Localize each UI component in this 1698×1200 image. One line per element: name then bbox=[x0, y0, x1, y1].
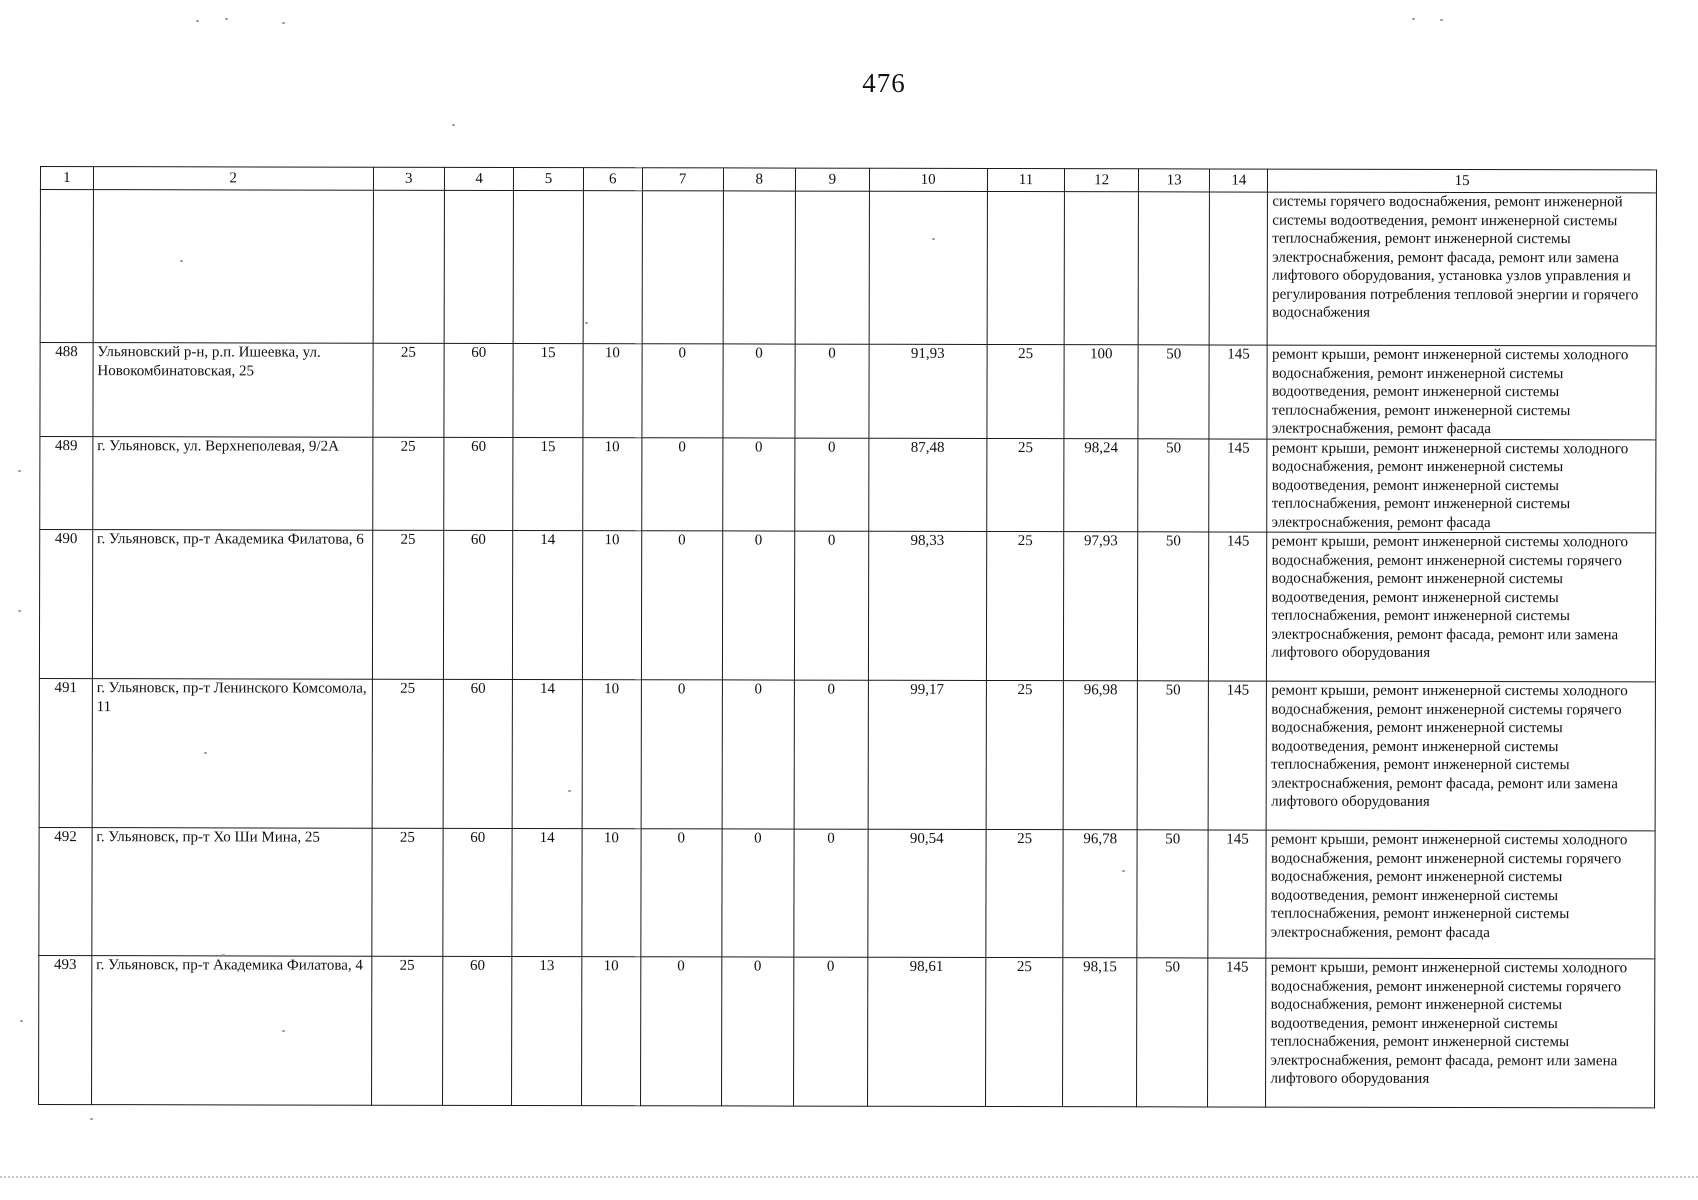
scan-speck bbox=[222, 954, 225, 956]
column-header: 8 bbox=[723, 168, 796, 191]
scan-speck bbox=[18, 610, 21, 612]
cell-col-5: 14 bbox=[513, 530, 583, 679]
cell-col-11: 25 bbox=[986, 531, 1064, 680]
cell-col-12: 97,93 bbox=[1064, 532, 1138, 681]
cell-col-8 bbox=[723, 191, 796, 344]
cell-col-10: 99,17 bbox=[868, 680, 986, 829]
row-number: 489 bbox=[40, 436, 93, 530]
cell-col-5: 14 bbox=[512, 679, 582, 828]
cell-col-3: 25 bbox=[372, 679, 444, 828]
cell-col-8: 0 bbox=[722, 437, 795, 531]
scan-speck bbox=[18, 470, 21, 472]
column-header: 9 bbox=[796, 168, 870, 191]
cell-col-12: 96,98 bbox=[1064, 681, 1138, 830]
cell-col-6: 10 bbox=[582, 680, 641, 829]
cell-col-3: 25 bbox=[372, 530, 444, 679]
scan-speck bbox=[90, 1118, 93, 1120]
cell-col-6: 10 bbox=[581, 957, 640, 1106]
column-header: 12 bbox=[1065, 169, 1139, 192]
building-address: Ульяновский р-н, р.п. Ишеевка, ул. Новокомбинатовская, 25 bbox=[93, 343, 373, 437]
table-row bbox=[39, 827, 1655, 958]
cell-col-12: 100 bbox=[1064, 345, 1138, 439]
cell-col-6: 10 bbox=[582, 531, 641, 680]
row-number: 493 bbox=[39, 955, 92, 1104]
cell-col-9: 0 bbox=[795, 344, 869, 438]
cell-col-13: 50 bbox=[1137, 830, 1209, 958]
cell-col-14: 145 bbox=[1209, 438, 1267, 532]
column-number-row bbox=[40, 167, 1656, 193]
cell-col-13: 50 bbox=[1137, 681, 1209, 830]
column-header: 4 bbox=[444, 167, 513, 190]
cell-col-5: 15 bbox=[513, 343, 583, 437]
cell-col-8: 0 bbox=[721, 957, 794, 1106]
cell-col-11: 25 bbox=[986, 829, 1064, 957]
column-header: 3 bbox=[373, 167, 445, 190]
cell-col-9: 0 bbox=[794, 680, 868, 829]
repair-works-list: ремонт крыши, ремонт инженерной системы холодного водоснабжения, ремонт инженерной системы водоотведения, ремонт инженерной системы теплоснабжения, ремонт инженерной системы электроснабжения, ремонт фасада bbox=[1267, 345, 1656, 439]
building-address bbox=[93, 190, 373, 344]
cell-col-13 bbox=[1138, 192, 1210, 345]
row-number: 488 bbox=[40, 343, 93, 437]
cell-col-11: 25 bbox=[987, 344, 1065, 438]
building-address: г. Ульяновск, пр-т Хо Ши Мина, 25 bbox=[92, 828, 372, 957]
cell-col-10: 91,93 bbox=[869, 344, 987, 438]
repair-works-list: ремонт крыши, ремонт инженерной системы холодного водоснабжения, ремонт инженерной системы водоотведения, ремонт инженерной системы теплоснабжения, ремонт инженерной системы электроснабжения, ремонт фасада bbox=[1267, 439, 1656, 533]
table-row bbox=[39, 530, 1655, 682]
cell-col-5: 14 bbox=[512, 828, 582, 956]
cell-col-11: 25 bbox=[986, 438, 1064, 532]
cell-col-14: 145 bbox=[1208, 958, 1266, 1107]
scan-speck bbox=[180, 260, 183, 262]
cell-col-14: 145 bbox=[1209, 345, 1267, 439]
cell-col-4: 60 bbox=[443, 956, 513, 1105]
cell-col-4: 60 bbox=[443, 530, 513, 679]
cell-col-12 bbox=[1065, 192, 1139, 345]
cell-col-14 bbox=[1210, 192, 1268, 345]
cell-col-8: 0 bbox=[722, 680, 795, 829]
row-number: 490 bbox=[39, 530, 92, 679]
cell-col-13: 50 bbox=[1138, 438, 1210, 532]
cell-col-3 bbox=[373, 190, 445, 343]
repair-works-list: ремонт крыши, ремонт инженерной системы холодного водоснабжения, ремонт инженерной системы горячего водоснабжения, ремонт инженерной системы водоотведения, ремонт инженерной системы теплоснабжения, ремонт инженерной системы электроснабжения, ремонт фасада, ремонт или замена лифтового оборудования bbox=[1267, 681, 1656, 831]
cell-col-7: 0 bbox=[641, 680, 722, 829]
cell-col-10: 90,54 bbox=[867, 829, 985, 957]
repair-works-list: ремонт крыши, ремонт инженерной системы холодного водоснабжения, ремонт инженерной системы горячего водоснабжения, ремонт инженерной системы водоотведения, ремонт инженерной системы теплоснабжения, ремонт инженерной системы электроснабжения, ремонт фасада, ремонт или замена лифтового оборудования bbox=[1266, 958, 1655, 1108]
scan-speck bbox=[568, 790, 571, 792]
cell-col-4 bbox=[444, 190, 514, 343]
cell-col-5: 13 bbox=[512, 956, 582, 1105]
cell-col-10: 98,33 bbox=[868, 531, 986, 680]
column-header: 2 bbox=[93, 167, 373, 191]
column-header: 6 bbox=[583, 168, 642, 191]
scan-speck bbox=[1412, 18, 1415, 20]
cell-col-14: 145 bbox=[1209, 532, 1267, 681]
scan-speck bbox=[932, 238, 935, 240]
column-header: 14 bbox=[1210, 169, 1268, 192]
column-header: 5 bbox=[514, 167, 583, 190]
table-row-continuation bbox=[40, 190, 1656, 346]
cell-col-14: 145 bbox=[1209, 681, 1267, 830]
column-header: 1 bbox=[40, 167, 93, 190]
column-header: 13 bbox=[1138, 169, 1210, 192]
scan-speck bbox=[196, 20, 199, 22]
table-row bbox=[39, 955, 1655, 1107]
cell-col-13: 50 bbox=[1138, 345, 1210, 439]
cell-col-3: 25 bbox=[371, 956, 443, 1105]
column-header: 10 bbox=[869, 168, 987, 191]
cell-col-9: 0 bbox=[794, 957, 868, 1106]
building-address: г. Ульяновск, ул. Верхнеполевая, 9/2А bbox=[93, 436, 373, 530]
cell-col-6: 10 bbox=[583, 437, 642, 531]
cell-col-3: 25 bbox=[372, 437, 444, 531]
cell-col-8: 0 bbox=[722, 531, 795, 680]
cell-col-11 bbox=[987, 191, 1065, 344]
cell-col-7 bbox=[642, 191, 723, 344]
cell-col-9: 0 bbox=[795, 438, 869, 532]
cell-col-4: 60 bbox=[444, 437, 514, 531]
cell-col-5: 15 bbox=[513, 437, 583, 531]
cell-col-5 bbox=[514, 190, 584, 343]
row-number: 492 bbox=[39, 827, 92, 955]
row-number: 491 bbox=[39, 678, 92, 827]
table-row bbox=[40, 436, 1656, 533]
cell-col-6: 10 bbox=[582, 829, 641, 957]
table-row bbox=[40, 343, 1656, 440]
cell-col-10 bbox=[869, 191, 987, 344]
building-address: г. Ульяновск, пр-т Ленинского Комсомола, 11 bbox=[92, 679, 372, 829]
cell-col-7: 0 bbox=[641, 531, 722, 680]
cell-col-7: 0 bbox=[640, 957, 721, 1106]
column-header: 7 bbox=[642, 168, 723, 191]
cell-col-13: 50 bbox=[1136, 958, 1208, 1107]
scan-speck bbox=[585, 322, 588, 324]
cell-col-12: 98,24 bbox=[1064, 438, 1138, 532]
repair-works-list: ремонт крыши, ремонт инженерной системы холодного водоснабжения, ремонт инженерной системы горячего водоснабжения, ремонт инженерной системы водоотведения, ремонт инженерной системы теплоснабжения, ремонт инженерной системы электроснабжения, ремонт фасада, ремонт или замена лифтового оборудования bbox=[1267, 532, 1656, 682]
cell-col-14: 145 bbox=[1208, 830, 1266, 958]
document-sheet bbox=[38, 166, 1657, 1108]
cell-col-10: 98,61 bbox=[867, 957, 985, 1106]
cell-col-9: 0 bbox=[794, 829, 868, 957]
row-number bbox=[40, 190, 93, 343]
cell-col-9 bbox=[795, 191, 869, 344]
cell-col-6 bbox=[583, 191, 642, 344]
scan-speck bbox=[282, 1030, 285, 1032]
scan-speck bbox=[452, 124, 455, 126]
scan-speck bbox=[1122, 870, 1125, 872]
scan-edge-line bbox=[0, 1176, 1698, 1180]
repair-works-list: ремонт крыши, ремонт инженерной системы холодного водоснабжения, ремонт инженерной системы горячего водоснабжения, ремонт инженерной системы водоотведения, ремонт инженерной системы теплоснабжения, ремонт инженерной системы электроснабжения, ремонт фасада bbox=[1266, 830, 1655, 959]
scan-speck bbox=[225, 18, 228, 20]
cell-col-10: 87,48 bbox=[868, 438, 986, 532]
repair-program-table bbox=[38, 166, 1657, 1108]
column-header: 15 bbox=[1268, 169, 1657, 193]
scan-speck bbox=[1440, 19, 1443, 21]
cell-col-13: 50 bbox=[1137, 532, 1209, 681]
page-number: 476 bbox=[862, 68, 906, 98]
column-header: 11 bbox=[987, 168, 1065, 191]
cell-col-9: 0 bbox=[795, 531, 869, 680]
scan-speck bbox=[282, 22, 285, 24]
table-row bbox=[39, 678, 1655, 830]
scan-speck bbox=[20, 1020, 23, 1022]
cell-col-12: 96,78 bbox=[1063, 830, 1137, 958]
cell-col-4: 60 bbox=[443, 679, 513, 828]
cell-col-7: 0 bbox=[641, 829, 722, 957]
building-address: г. Ульяновск, пр-т Академика Филатова, 4 bbox=[91, 956, 371, 1106]
cell-col-12: 98,15 bbox=[1063, 958, 1137, 1107]
cell-col-4: 60 bbox=[443, 828, 513, 956]
cell-col-3: 25 bbox=[371, 828, 443, 956]
repair-works-list: системы горячего водоснабжения, ремонт инженерной системы водоотведения, ремонт инженерной системы теплоснабжения, ремонт инженерной системы электроснабжения, ремонт фасада, ремонт или замена лифтового оборудования, установка узлов управления и регулирования потребления тепловой энергии и горячего водоснабжения bbox=[1268, 192, 1657, 346]
cell-col-8: 0 bbox=[723, 344, 796, 438]
building-address: г. Ульяновск, пр-т Академика Филатова, 6 bbox=[92, 530, 372, 680]
cell-col-8: 0 bbox=[721, 829, 794, 957]
cell-col-7: 0 bbox=[642, 437, 723, 531]
cell-col-11: 25 bbox=[985, 957, 1063, 1106]
cell-col-4: 60 bbox=[444, 343, 514, 437]
cell-col-3: 25 bbox=[372, 343, 444, 437]
cell-col-11: 25 bbox=[986, 680, 1064, 829]
cell-col-7: 0 bbox=[642, 344, 723, 438]
cell-col-6: 10 bbox=[583, 344, 642, 438]
scan-speck bbox=[204, 752, 207, 754]
